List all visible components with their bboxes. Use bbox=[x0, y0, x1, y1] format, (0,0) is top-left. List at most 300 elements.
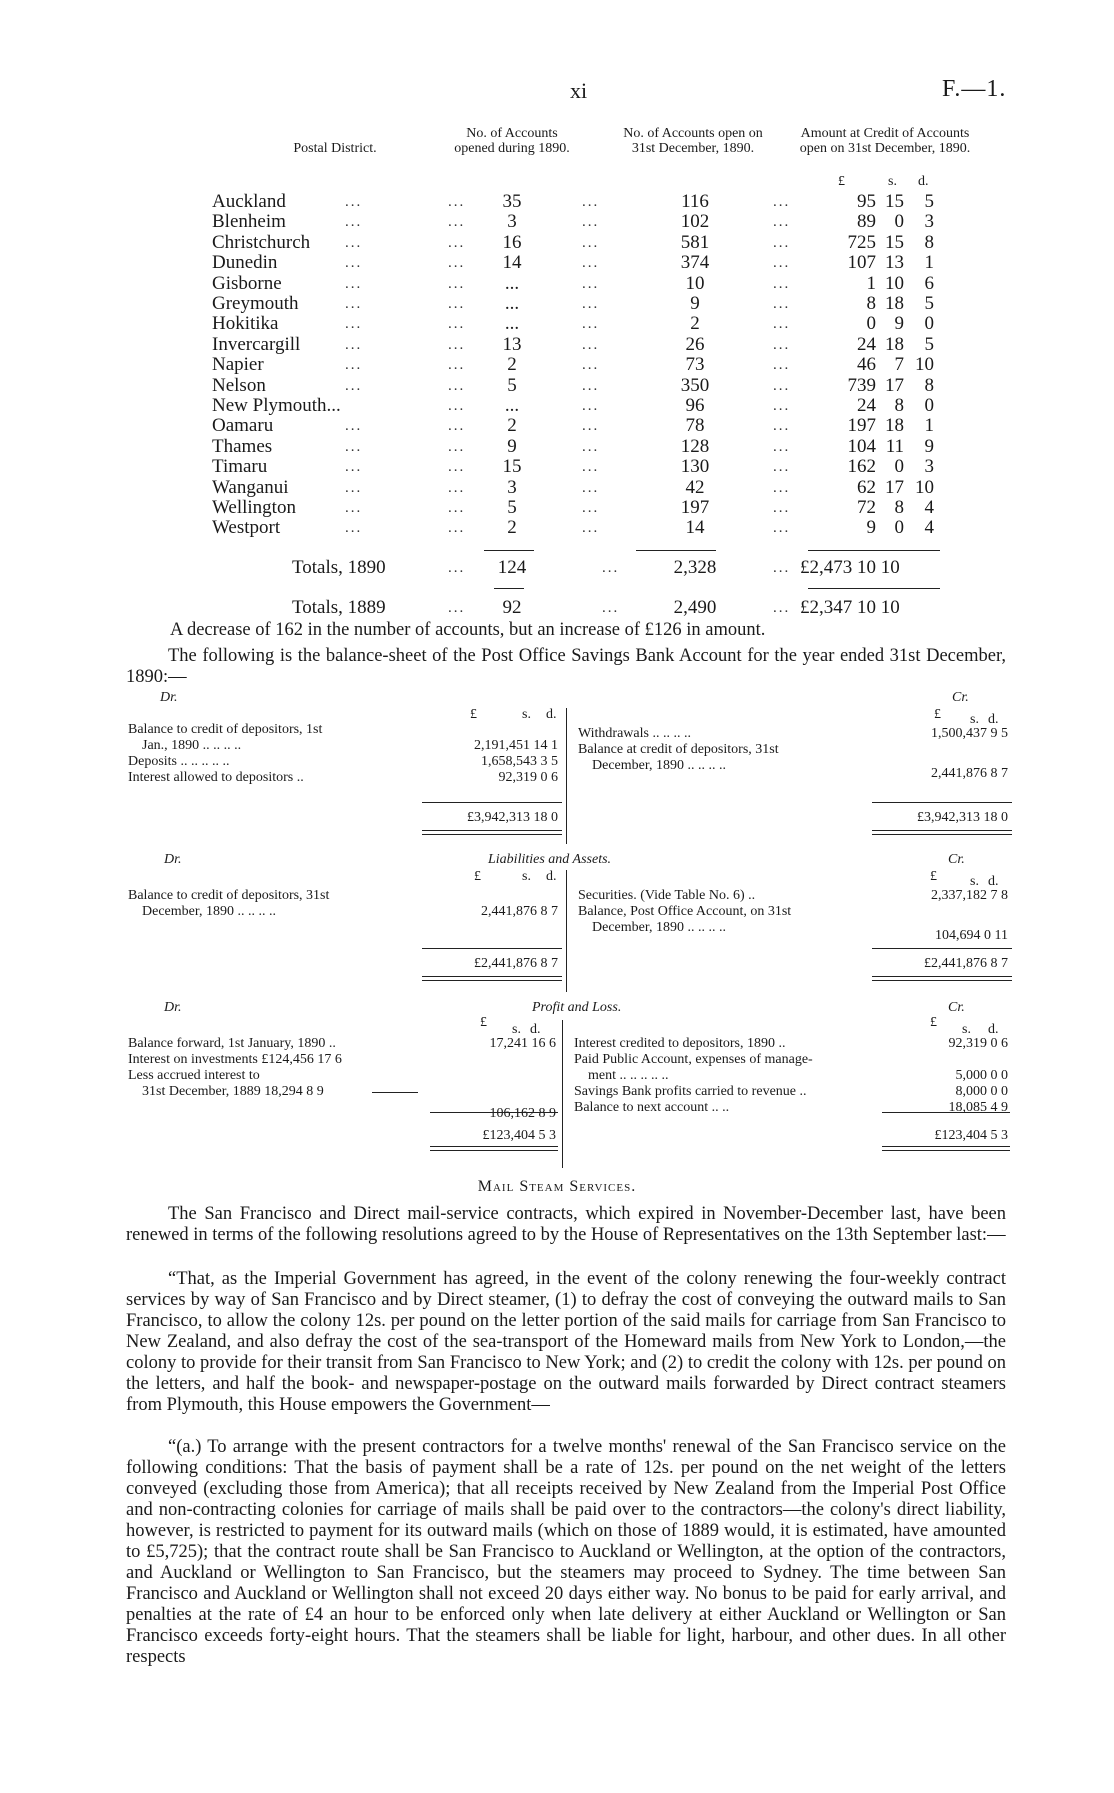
entry-amount: 104,694 0 11 bbox=[935, 928, 1008, 943]
district-name: Gisborne bbox=[212, 272, 282, 294]
sheet1-left-pounds: £ bbox=[470, 707, 477, 722]
credit-shillings: 8 bbox=[894, 497, 904, 518]
district-row bbox=[0, 457, 1114, 477]
leader-dots: ... bbox=[773, 336, 791, 353]
credit-pence: 5 bbox=[924, 191, 934, 212]
totals-1890-label: Totals, 1890 bbox=[292, 557, 386, 578]
accounts-opened: ... bbox=[504, 395, 520, 416]
district-row bbox=[0, 335, 1114, 355]
credit-shillings: 18 bbox=[885, 415, 904, 437]
decrease-text: A decrease of 162 in the number of accounts, but an increase of £126 in amount. bbox=[170, 620, 766, 640]
accounts-open: 116 bbox=[681, 191, 709, 212]
leader-dots: ... bbox=[448, 234, 466, 251]
leader-dots: ... bbox=[345, 234, 363, 251]
leader-dots: ... bbox=[448, 357, 466, 374]
header-accounts-open: No. of Accounts open on 31st December, 1890. bbox=[623, 126, 763, 156]
credit-pence: 10 bbox=[915, 476, 934, 498]
entry-description: December, 1890 .. .. .. .. bbox=[592, 758, 726, 773]
accounts-open: 73 bbox=[685, 354, 705, 376]
district-row bbox=[0, 416, 1114, 436]
entry-description: Jan., 1890 .. .. .. .. bbox=[142, 738, 242, 753]
leader-dots: ... bbox=[582, 398, 600, 414]
leader-dots: ... bbox=[773, 296, 791, 312]
district-row bbox=[0, 314, 1114, 334]
total-double-rule bbox=[422, 830, 562, 835]
sheet2-left-total: £2,441,876 8 7 bbox=[474, 956, 558, 971]
section-heading-mail-steam: Mail Steam Services. bbox=[477, 1178, 637, 1195]
sheet2-dr: Dr. bbox=[164, 852, 182, 867]
sheet3-left-pence: d. bbox=[530, 1022, 541, 1037]
district-name: Auckland bbox=[212, 191, 286, 212]
leader-dots: ... bbox=[582, 214, 600, 231]
sheet1-right-total: £3,942,313 18 0 bbox=[917, 810, 1008, 825]
accounts-open: 128 bbox=[680, 435, 710, 457]
district-row bbox=[0, 518, 1114, 538]
credit-pounds: 104 bbox=[847, 435, 876, 457]
credit-pounds: 107 bbox=[847, 252, 876, 274]
accounts-open: 42 bbox=[685, 476, 705, 498]
leader-dots: ... bbox=[773, 275, 791, 292]
leader-dots: ... bbox=[448, 275, 466, 292]
district-name: Hokitika bbox=[212, 313, 279, 335]
entry-description: December, 1890 .. .. .. .. bbox=[592, 920, 726, 935]
leader-dots: ... bbox=[448, 296, 466, 312]
sheet2-right-total: £2,441,876 8 7 bbox=[924, 956, 1008, 971]
sheet3-right-shillings: s. bbox=[962, 1022, 971, 1037]
district-row bbox=[0, 192, 1114, 212]
sheet3-dr: Dr. bbox=[164, 1000, 182, 1015]
sum-rule bbox=[422, 948, 562, 949]
leader-dots: ... bbox=[582, 336, 600, 353]
entry-amount: 106,162 8 9 bbox=[489, 1106, 556, 1121]
credit-pounds: 8 bbox=[866, 293, 876, 314]
credit-shillings: 0 bbox=[894, 211, 904, 233]
leader-dots: ... bbox=[582, 316, 600, 333]
credit-shillings: 0 bbox=[894, 517, 904, 539]
credit-pence: 8 bbox=[924, 231, 934, 253]
entry-amount: 2,191,451 14 1 bbox=[474, 738, 558, 753]
credit-shillings: 11 bbox=[885, 435, 904, 457]
leader-dots: ... bbox=[773, 418, 791, 435]
leader-dots: ... bbox=[345, 479, 363, 496]
leader-dots: ... bbox=[773, 600, 791, 616]
district-row bbox=[0, 396, 1114, 416]
sheet1-right-pounds: £ bbox=[934, 707, 941, 722]
totals-1890-opened: 124 bbox=[497, 557, 527, 578]
leader-dots: ... bbox=[448, 600, 466, 616]
leader-dots: ... bbox=[448, 560, 466, 576]
credit-pounds: 1 bbox=[866, 272, 876, 294]
leader-dots: ... bbox=[582, 479, 600, 496]
district-name: Blenheim bbox=[212, 211, 286, 233]
total-double-rule bbox=[882, 1146, 1010, 1151]
credit-shillings: 18 bbox=[885, 293, 904, 314]
accounts-open: 130 bbox=[680, 456, 710, 478]
sheet1-left-pence: d. bbox=[546, 707, 557, 722]
entry-amount: 18,085 4 9 bbox=[948, 1100, 1008, 1115]
credit-pounds: 72 bbox=[857, 497, 876, 518]
totals-1890-amount: £2,473 10 10 bbox=[800, 557, 900, 578]
district-name: Wanganui bbox=[212, 476, 289, 498]
credit-shillings: 15 bbox=[885, 191, 904, 212]
leader-dots: ... bbox=[345, 377, 363, 394]
sheet2-right-pence: d. bbox=[988, 874, 999, 889]
leader-dots: ... bbox=[345, 275, 363, 292]
district-row bbox=[0, 478, 1114, 498]
sheet2-title: Liabilities and Assets. bbox=[488, 852, 612, 867]
district-name: Westport bbox=[212, 517, 281, 539]
accounts-opened: 14 bbox=[502, 252, 522, 274]
header-shillings: s. bbox=[888, 174, 897, 189]
credit-pence: 4 bbox=[924, 497, 934, 518]
district-name: Timaru bbox=[212, 456, 268, 478]
accounts-opened: 2 bbox=[507, 517, 517, 539]
entry-description: Interest allowed to depositors .. bbox=[128, 770, 304, 785]
leader-dots: ... bbox=[448, 500, 466, 516]
accounts-opened: 35 bbox=[502, 191, 522, 212]
totals-rule bbox=[636, 550, 716, 551]
leader-dots: ... bbox=[582, 275, 600, 292]
accounts-opened: ... bbox=[504, 313, 520, 335]
district-name: Wellington bbox=[212, 497, 296, 518]
accounts-opened: ... bbox=[504, 293, 520, 314]
sheet3-right-pounds: £ bbox=[930, 1015, 937, 1030]
mail-paragraph-1: The San Francisco and Direct mail-service contracts, which expired in November-December last, have been renewed in terms of the following resolutions agreed to by the House of Representatives on the 13th September last:— bbox=[126, 1204, 1006, 1245]
entry-description: Interest on investments £124,456 17 6 bbox=[128, 1052, 342, 1067]
leader-dots: ... bbox=[448, 520, 466, 537]
entry-description: Balance forward, 1st January, 1890 .. bbox=[128, 1036, 336, 1051]
credit-pounds: 89 bbox=[857, 211, 876, 233]
credit-shillings: 8 bbox=[894, 395, 904, 416]
credit-pounds: 9 bbox=[866, 517, 876, 539]
credit-shillings: 10 bbox=[885, 272, 904, 294]
credit-pounds: 46 bbox=[857, 354, 876, 376]
document-code: F.—1. bbox=[942, 76, 1007, 102]
accounts-opened: 2 bbox=[507, 415, 517, 437]
accounts-opened: 5 bbox=[507, 374, 517, 396]
entry-description: Savings Bank profits carried to revenue .. bbox=[574, 1084, 807, 1099]
sheet2-left-shillings: s. bbox=[522, 869, 531, 884]
district-row bbox=[0, 376, 1114, 396]
district-name: Nelson bbox=[212, 374, 266, 396]
entry-description: Paid Public Account, expenses of manage- bbox=[574, 1052, 813, 1067]
credit-pence: 1 bbox=[924, 252, 934, 274]
sheet3-left-shillings: s. bbox=[512, 1022, 521, 1037]
leader-dots: ... bbox=[345, 336, 363, 353]
accounts-opened: 16 bbox=[502, 231, 522, 253]
leader-dots: ... bbox=[345, 500, 363, 516]
leader-dots: ... bbox=[582, 234, 600, 251]
header-postal-district: Postal District. bbox=[293, 141, 377, 156]
accounts-opened: 3 bbox=[507, 211, 517, 233]
entry-description: Balance, Post Office Account, on 31st bbox=[578, 904, 792, 919]
sheet1-dr: Dr. bbox=[160, 690, 178, 705]
entry-description: ment .. .. .. .. .. bbox=[588, 1068, 669, 1083]
leader-dots: ... bbox=[773, 234, 791, 251]
accounts-open: 78 bbox=[685, 415, 705, 437]
leader-dots: ... bbox=[345, 194, 363, 210]
credit-pence: 1 bbox=[924, 415, 934, 437]
leader-dots: ... bbox=[773, 214, 791, 231]
entry-amount: 2,337,182 7 8 bbox=[931, 888, 1008, 903]
entry-description: December, 1890 .. .. .. .. bbox=[142, 904, 276, 919]
accounts-open: 14 bbox=[685, 517, 705, 539]
accounts-open: 9 bbox=[690, 293, 700, 314]
district-row bbox=[0, 274, 1114, 294]
totals-1889-opened: 92 bbox=[502, 597, 522, 618]
mail-paragraph-2: “That, as the Imperial Government has agreed, in the event of the colony renewing the four-weekly contract services by way of San Francisco and by Direct steamer, (1) to defray the cost of conveying the outward mails to San Francisco, to allow the colony 12s. per pound on the letter portion of the said mails for carriage from San Francisco to New Zealand, and also defray the cost of the sea-transport of the Homeward mails from New York to London,—the colony to provide for their transit from San Francisco to New York; and (2) to credit the colony with 12s. per pound on the letters, and half the book- and newspaper-postage on the outward mails forwarded by Direct contract steamers from Plymouth, this House empowers the Government— bbox=[126, 1269, 1006, 1415]
district-row bbox=[0, 294, 1114, 314]
sheet3-cr: Cr. bbox=[948, 1000, 965, 1015]
entry-description: Deposits .. .. .. .. .. bbox=[128, 754, 230, 769]
leader-dots: ... bbox=[448, 377, 466, 394]
accounts-open: 26 bbox=[685, 333, 705, 355]
credit-shillings: 15 bbox=[885, 231, 904, 253]
sum-rule bbox=[872, 802, 1012, 803]
sum-rule bbox=[422, 802, 562, 803]
leader-dots: ... bbox=[582, 357, 600, 374]
totals-1889-open: 2,490 bbox=[673, 597, 717, 618]
credit-pounds: 197 bbox=[847, 415, 876, 437]
accounts-opened: 15 bbox=[502, 456, 522, 478]
mail-paragraph-3: “(a.) To arrange with the present contractors for a twelve months' renewal of the San Francisco service on the following conditions: That the basis of payment shall be a rate of 12s. per pound on the net weight of the letters conveyed (excluding those from America); that all receipts received by New Zealand from the Imperial Post Office and non-contracting colonies for carriage of mails shall be paid over to the contractors—the colony's direct liability, however, is restricted to payment for its outward mails (which on those of 1889 would, it is estimated, have amounted to £5,725); that the contract route shall be San Francisco to Auckland or Wellington, at the option of the contractors, and Auckland or Wellington to San Francisco, but the steamers may proceed to Sydney. The time between San Francisco and Auckland or Wellington shall not exceed 20 days either way. No bonus to be paid for early arrival, and penalties at the rate of £4 an hour to be enforced only when late delivery at either Auckland or Wellington or San Francisco exceeds forty-eight hours. That the steamers shall be liable for light, harbour, and other dues. In all other respects bbox=[126, 1437, 1006, 1667]
sheet3-left-total: £123,404 5 3 bbox=[482, 1128, 556, 1143]
leader-dots: ... bbox=[582, 418, 600, 435]
sheet3-title: Profit and Loss. bbox=[532, 1000, 622, 1015]
totals-1889-amount: £2,347 10 10 bbox=[800, 597, 900, 618]
district-name: Oamaru bbox=[212, 415, 274, 437]
sheet2-right-shillings: s. bbox=[970, 874, 979, 889]
entry-description: Securities. (Vide Table No. 6) .. bbox=[578, 888, 756, 903]
leader-dots: ... bbox=[773, 255, 791, 272]
leader-dots: ... bbox=[773, 520, 791, 537]
district-name: Christchurch bbox=[212, 231, 311, 253]
district-row bbox=[0, 437, 1114, 457]
entry-description: Balance to next account .. .. bbox=[574, 1100, 730, 1115]
leader-dots: ... bbox=[582, 194, 600, 210]
sheet1-left-shillings: s. bbox=[522, 707, 531, 722]
leader-dots: ... bbox=[448, 316, 466, 333]
accounts-open: 581 bbox=[680, 231, 710, 253]
district-name: Thames bbox=[212, 435, 273, 457]
sheet-divider bbox=[566, 870, 567, 992]
header-accounts-opened: No. of Accounts opened during 1890. bbox=[454, 126, 570, 156]
leader-dots: ... bbox=[582, 500, 600, 516]
leader-dots: ... bbox=[448, 398, 466, 414]
accounts-open: 374 bbox=[680, 252, 710, 274]
credit-pence: 6 bbox=[924, 272, 934, 294]
credit-pence: 5 bbox=[924, 333, 934, 355]
leader-dots: ... bbox=[345, 255, 363, 272]
sheet2-left-pence: d. bbox=[546, 869, 557, 884]
accounts-opened: 5 bbox=[507, 497, 517, 518]
sheet1-right-shillings: s. bbox=[970, 712, 979, 727]
sum-rule bbox=[872, 948, 1012, 949]
leader-dots: ... bbox=[448, 459, 466, 476]
leader-dots: ... bbox=[773, 398, 791, 414]
credit-shillings: 7 bbox=[894, 354, 904, 376]
leader-dots: ... bbox=[345, 459, 363, 476]
total-double-rule bbox=[422, 976, 562, 981]
entry-description: Balance to credit of depositors, 31st bbox=[128, 888, 330, 903]
accounts-open: 197 bbox=[680, 497, 710, 518]
totals-1890-open: 2,328 bbox=[673, 557, 717, 578]
totals-1889-label: Totals, 1889 bbox=[292, 597, 386, 618]
accounts-opened: 2 bbox=[507, 354, 517, 376]
totals-rule bbox=[494, 588, 524, 589]
credit-pounds: 739 bbox=[847, 374, 876, 396]
credit-pounds: 162 bbox=[847, 456, 876, 478]
sheet3-right-pence: d. bbox=[988, 1022, 999, 1037]
leader-dots: ... bbox=[582, 296, 600, 312]
district-name: New Plymouth... bbox=[212, 395, 341, 416]
leader-dots: ... bbox=[345, 438, 363, 455]
balance-sheet-intro: The following is the balance-sheet of the Post Office Savings Bank Account for the year ended 31st December, 1890:— bbox=[126, 646, 1006, 687]
credit-pence: 5 bbox=[924, 293, 934, 314]
district-row bbox=[0, 355, 1114, 375]
leader-dots: ... bbox=[582, 377, 600, 394]
accounts-open: 2 bbox=[690, 313, 700, 335]
totals-rule bbox=[808, 588, 940, 589]
leader-dots: ... bbox=[602, 560, 620, 576]
entry-amount: 2,441,876 8 7 bbox=[481, 904, 558, 919]
entry-amount: 2,441,876 8 7 bbox=[931, 766, 1008, 781]
sheet2-left-pounds: £ bbox=[474, 869, 481, 884]
credit-shillings: 17 bbox=[885, 374, 904, 396]
leader-dots: ... bbox=[448, 255, 466, 272]
leader-dots: ... bbox=[773, 377, 791, 394]
sum-rule bbox=[430, 1112, 558, 1113]
entry-description: 31st December, 1889 18,294 8 9 bbox=[142, 1084, 324, 1099]
credit-shillings: 18 bbox=[885, 333, 904, 355]
entry-description: Less accrued interest to bbox=[128, 1068, 260, 1083]
totals-rule bbox=[808, 550, 940, 551]
leader-dots: ... bbox=[773, 459, 791, 476]
leader-dots: ... bbox=[773, 316, 791, 333]
accounts-opened: 3 bbox=[507, 476, 517, 498]
sheet3-right-total: £123,404 5 3 bbox=[934, 1128, 1008, 1143]
leader-dots: ... bbox=[602, 600, 620, 616]
leader-dots: ... bbox=[345, 214, 363, 231]
district-name: Greymouth bbox=[212, 293, 299, 314]
header-amount-credit: Amount at Credit of Accounts open on 31st December, 1890. bbox=[799, 126, 971, 156]
credit-pence: 0 bbox=[924, 395, 934, 416]
totals-rule bbox=[484, 550, 534, 551]
leader-dots: ... bbox=[582, 520, 600, 537]
entry-amount: 8,000 0 0 bbox=[955, 1084, 1008, 1099]
entry-amount: 92,319 0 6 bbox=[948, 1036, 1008, 1051]
credit-shillings: 13 bbox=[885, 252, 904, 274]
district-name: Napier bbox=[212, 354, 264, 376]
leader-dots: ... bbox=[582, 459, 600, 476]
entry-amount: 17,241 16 6 bbox=[489, 1036, 556, 1051]
leader-dots: ... bbox=[773, 194, 791, 210]
total-double-rule bbox=[430, 1146, 558, 1151]
leader-dots: ... bbox=[345, 296, 363, 312]
credit-pence: 0 bbox=[924, 313, 934, 335]
credit-pence: 10 bbox=[915, 354, 934, 376]
entry-description: Withdrawals .. .. .. .. bbox=[578, 726, 691, 741]
credit-pounds: 95 bbox=[857, 191, 876, 212]
header-pounds: £ bbox=[838, 174, 845, 189]
credit-pounds: 24 bbox=[857, 395, 876, 416]
leader-dots: ... bbox=[582, 438, 600, 455]
credit-pounds: 725 bbox=[847, 231, 876, 253]
entry-description: Balance to credit of depositors, 1st bbox=[128, 722, 323, 737]
leader-dots: ... bbox=[448, 438, 466, 455]
accounts-open: 102 bbox=[680, 211, 710, 233]
entry-amount: 5,000 0 0 bbox=[955, 1068, 1008, 1083]
credit-pence: 3 bbox=[924, 456, 934, 478]
accounts-opened: 13 bbox=[502, 333, 522, 355]
district-row bbox=[0, 233, 1114, 253]
entry-description: Balance at credit of depositors, 31st bbox=[578, 742, 779, 757]
sheet2-right-pounds: £ bbox=[930, 869, 937, 884]
credit-pounds: 24 bbox=[857, 333, 876, 355]
sheet-divider bbox=[562, 1020, 563, 1168]
accounts-opened: 9 bbox=[507, 435, 517, 457]
entry-amount: 92,319 0 6 bbox=[498, 770, 558, 785]
leader-dots: ... bbox=[582, 255, 600, 272]
credit-shillings: 9 bbox=[894, 313, 904, 335]
district-name: Invercargill bbox=[212, 333, 301, 355]
credit-shillings: 17 bbox=[885, 476, 904, 498]
leader-dots: ... bbox=[773, 438, 791, 455]
entry-description: Interest credited to depositors, 1890 .. bbox=[574, 1036, 786, 1051]
sheet1-right-pence: d. bbox=[988, 712, 999, 727]
leader-dots: ... bbox=[345, 357, 363, 374]
credit-pence: 8 bbox=[924, 374, 934, 396]
accounts-open: 96 bbox=[685, 395, 705, 416]
sheet1-cr: Cr. bbox=[952, 690, 969, 705]
credit-pence: 4 bbox=[924, 517, 934, 539]
accounts-open: 10 bbox=[685, 272, 705, 294]
sheet1-left-total: £3,942,313 18 0 bbox=[467, 810, 558, 825]
district-row bbox=[0, 253, 1114, 273]
entry-amount: 1,658,543 3 5 bbox=[481, 754, 558, 769]
accounts-open: 350 bbox=[680, 374, 710, 396]
credit-pounds: 0 bbox=[866, 313, 876, 335]
leader-dots: ... bbox=[448, 336, 466, 353]
total-double-rule bbox=[872, 830, 1012, 835]
credit-pounds: 62 bbox=[857, 476, 876, 498]
leader-dots: ... bbox=[773, 357, 791, 374]
credit-pence: 9 bbox=[924, 435, 934, 457]
leader-dots: ... bbox=[345, 418, 363, 435]
sheet2-cr: Cr. bbox=[948, 852, 965, 867]
leader-dots: ... bbox=[448, 418, 466, 435]
leader-dots: ... bbox=[345, 316, 363, 333]
page-number: xi bbox=[570, 78, 588, 103]
accounts-opened: ... bbox=[504, 272, 520, 294]
leader-dots: ... bbox=[345, 520, 363, 537]
leader-dots: ... bbox=[448, 194, 466, 210]
leader-dots: ... bbox=[448, 479, 466, 496]
district-name: Dunedin bbox=[212, 252, 278, 274]
sum-rule bbox=[372, 1092, 418, 1093]
entry-amount: 1,500,437 9 5 bbox=[931, 726, 1008, 741]
leader-dots: ... bbox=[448, 214, 466, 231]
sheet-divider bbox=[566, 708, 567, 844]
sum-rule bbox=[882, 1112, 1010, 1113]
district-row bbox=[0, 498, 1114, 518]
header-pence: d. bbox=[918, 174, 929, 189]
credit-shillings: 0 bbox=[894, 456, 904, 478]
sheet3-left-pounds: £ bbox=[480, 1015, 487, 1030]
credit-pence: 3 bbox=[924, 211, 934, 233]
leader-dots: ... bbox=[773, 479, 791, 496]
district-row bbox=[0, 212, 1114, 232]
